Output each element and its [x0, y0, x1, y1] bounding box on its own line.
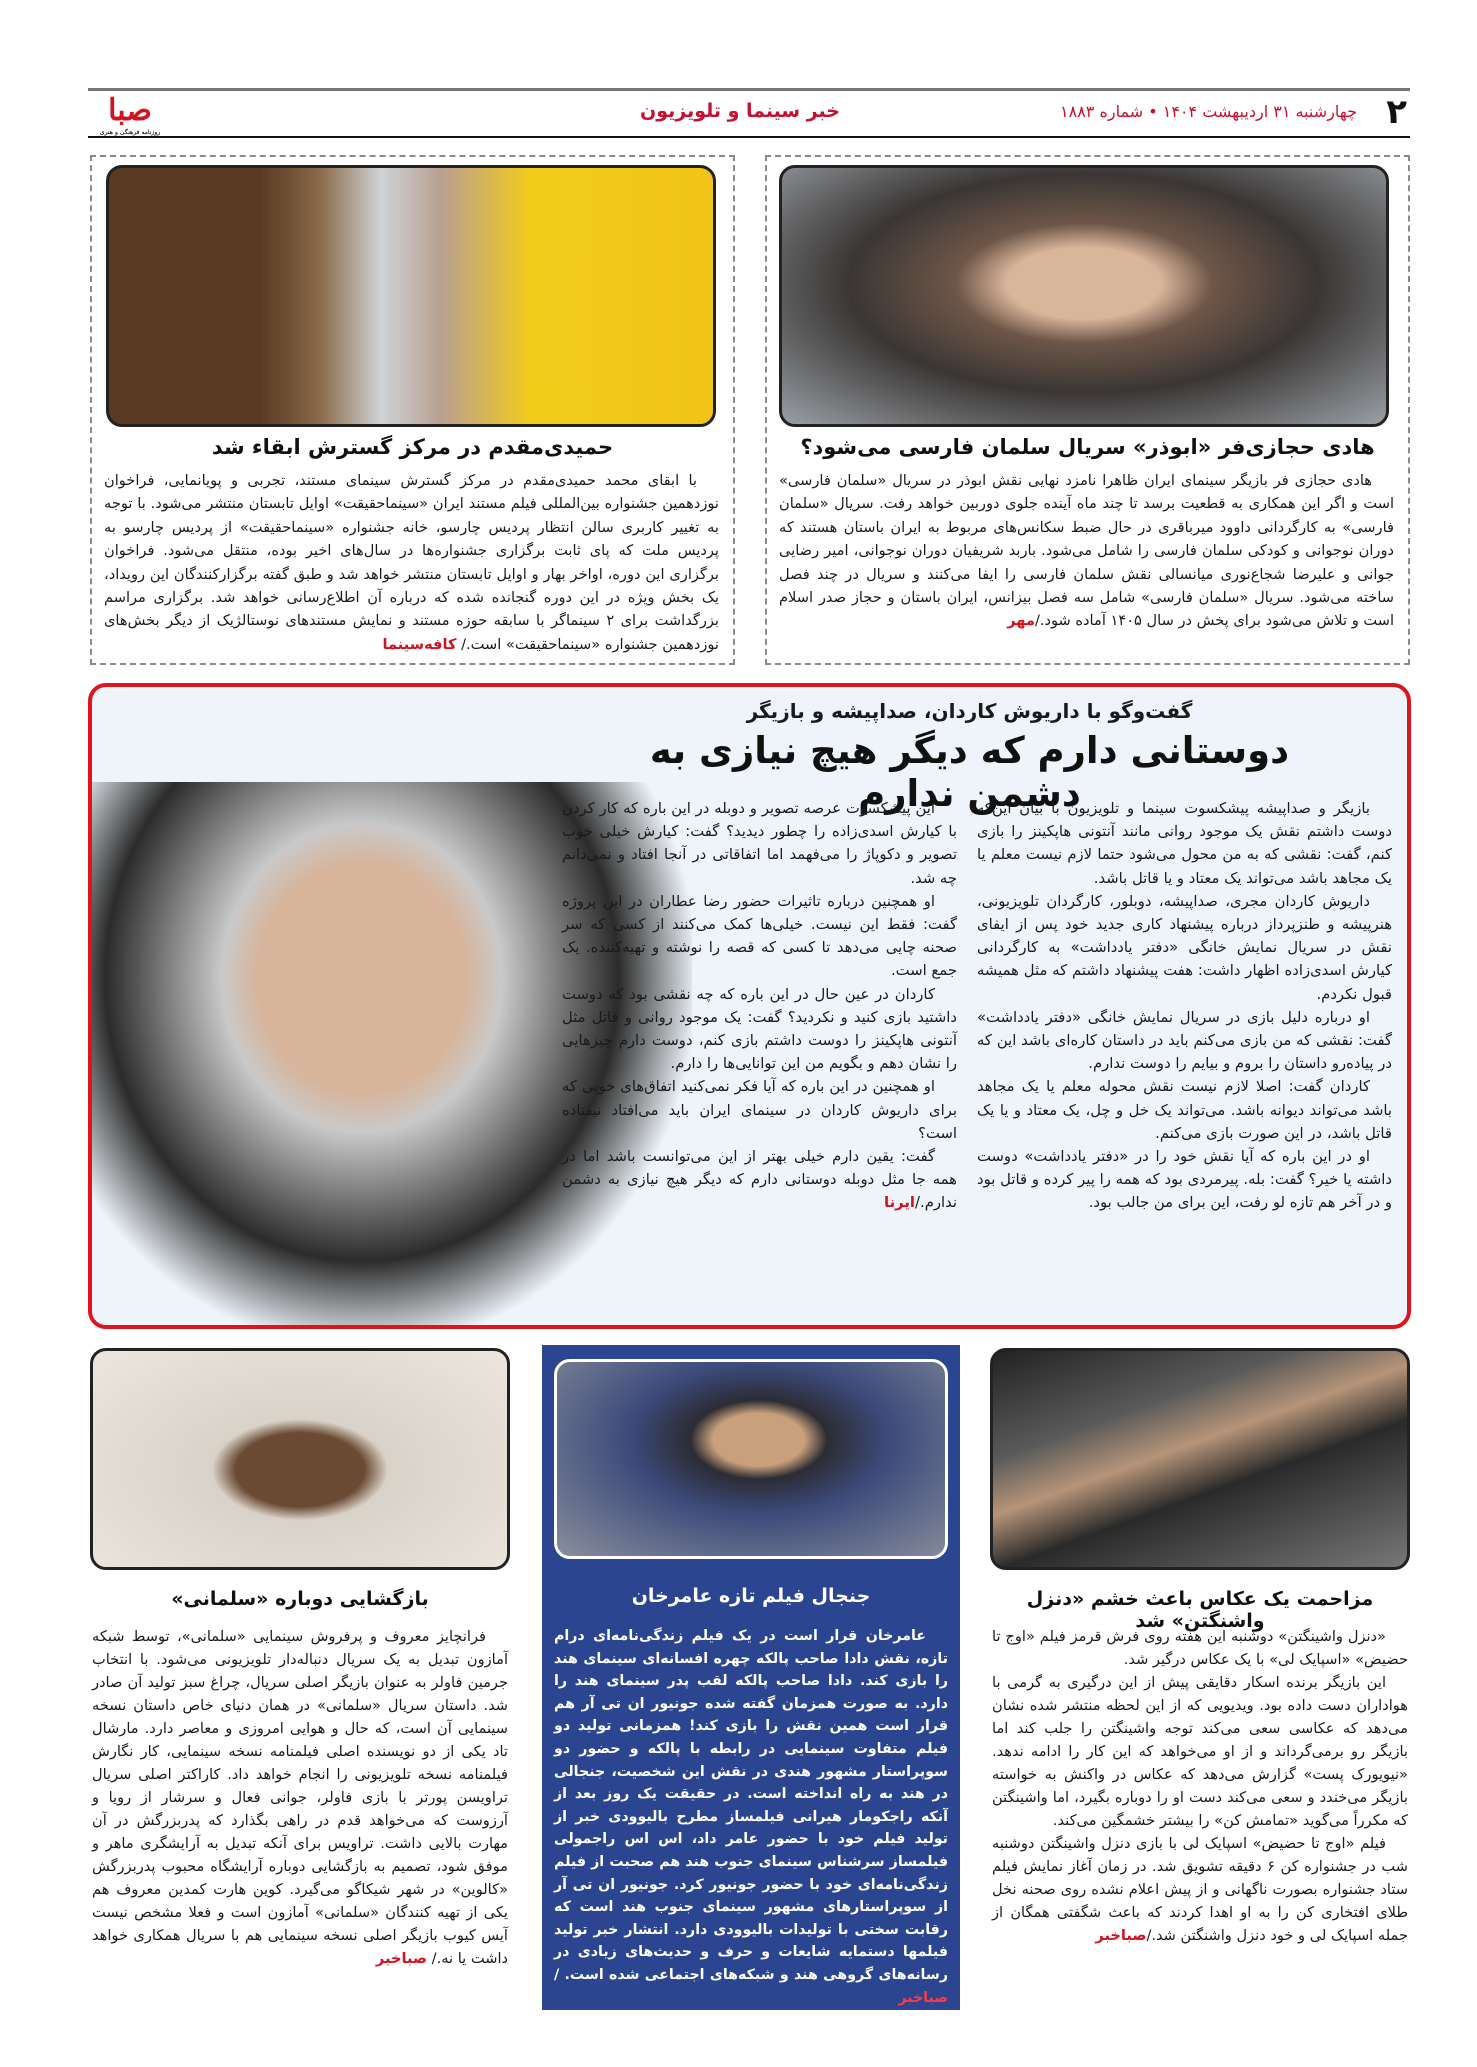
article-paragraph: این بازیگر برنده اسکار دقایقی پیش از این درگیری به گرمی با هواداران دست داده بود. ویدیویی که از این لحظه منتشر شده نشان می‌دهد که عکاسی سعی می‌کند توجه واشینگتن را جلب کند اما بازیگر رو برمی‌گرداند و از او می‌خواهد که این کار را ادامه ندهد. «نیویورک پست» گزارش می‌دهد که عکاس در واکنش به خواسته بازیگر می‌خندد و سعی می‌کند دست او را دوباره بگیرد، اما واشینگتن که مکرراً می‌گوید «تمامش کن» را بیشتر خشمگین می‌کند.: [992, 1674, 1408, 1829]
issue-date: چهارشنبه ۳۱ اردیبهشت ۱۴۰۴ • شماره ۱۸۸۳: [1060, 102, 1357, 121]
photo-hadi-hejazifar: [779, 165, 1389, 427]
interview-paragraph: او همچنین درباره تاثیرات حضور رضا عطاران در این پروژه گفت: فقط این نیست. خیلی‌ها کمک می‌کنند از کسی که سر صحنه چایی می‌دهد تا کسی که قصه را نوشته و تهیه‌کننده. یک جمع است.: [562, 892, 957, 980]
article-title: مزاحمت یک عکاس باعث خشم «دنزل واشنگتن» شد: [1026, 1588, 1374, 1632]
article-title: جنجال فیلم تازه عامرخان: [631, 1585, 871, 1607]
source-credit: کافه‌سینما: [382, 635, 457, 653]
article-paragraph: فرانچایز معروف و پرفروش سینمایی «سلمانی»، توسط شبکه آمازون تبدیل به یک سریال دنباله‌دار تلویزیونی می‌شود. با انتخاب جرمین فاولر به عنوان بازیگر اصلی سریال، چراغ سبز تولید آن صادر شد. داستان سریال «سلمانی» در همان دنیای خاص داستان نسخه سینمایی آن است، که حال و هوایی امروزی و معاصر دارد. مارشال تاد یکی از دو نویسنده اصلی فیلمنامه نسخه سینمایی، کار نگارش فیلمنامه نسخه تلویزیونی را انجام خواهد داد. کاراکتر اصلی سریال تراویسن پورتر با بازی فاولر، جوانی فعال و سرشار از رویا و آرزوست که می‌خواهد قدم در راهی بگذارد که پدربزرگش در آن مهارت بالایی داشت. تراویس برای آنکه تبدیل به آرایشگری ماهر و موفق شود، تصمیم به بازگشایی دوباره آرایشگاه محبوب پدربزرگش «کالوین» در شهر شیکاگو می‌گیرد. کوین هارت کمدین معروف هم یکی از تهیه کنندگان «سلمانی» آمازون است و فعلا مشخص نیست آیس کیوب بازیگر اصلی نسخه سینمایی هم با سریال همکاری خواهد داشت یا نه./: [92, 1628, 508, 1967]
photo-aamir-khan: [554, 1359, 948, 1559]
interview-paragraph: او همچنین در این باره که آیا فکر نمی‌کنید اتفاق‌های خوبی که برای داریوش کاردان در سینمای ایران باید می‌افتاد نیفتاده است؟: [562, 1078, 957, 1142]
interview-paragraph: او در این باره که آیا نقش خود را در «دفتر یادداشت» دوست داشته یا خیر؟ گفت: بله. پیرمردی بود که همه را پیر کرده و قاتل بود و در آخر هم تازه لو رفت، این برای من جالب بود.: [977, 1148, 1392, 1212]
interview-paragraph: گفت: یقین دارم خیلی بهتر از این می‌توانست باشد اما در همه جا مثل دوبله دوستانی دارم که دیگر هیچ نیازی به دشمن ندارم./: [562, 1148, 957, 1212]
article-title: حمیدی‌مقدم در مرکز گسترش ابقاء شد: [211, 435, 614, 459]
header-rule-bottom: [88, 136, 1410, 138]
article-paragraph: با ابقای محمد حمیدی‌مقدم در مرکز گسترش سینمای مستند، تجربی و پویانمایی، فراخوان نوزدهمین جشنواره بین‌المللی فیلم مستند ایران «سینماحقیقت» اوایل تابستان منتشر می‌شود. با توجه به تغییر کاربری سالن انتظار پردیس چارسو، خانه جشنواره «سینماحقیقت» از پردیس چارسو به پردیس ملت که پای ثابت برگزاری جشنواره‌ها در سال‌های اخیر بوده، منتقل می‌شود. فراخوان برگزاری این دوره، اواخر بهار و اوایل تابستان منتشر خواهد شد و طبق گفته برگزارکنندگان این رویداد، یک بخش ویژه در این دوره گنجانده شده که درباره آن اطلاع‌رسانی خواهد شد. برگزاری مراسم بزرگداشت برای ۲ سینماگر با سابقه حوزه مستند و نمایش مستندهای نوستالژیک از دیگر بخش‌های نوزدهمین جشنواره «سینماحقیقت» است./: [104, 472, 719, 653]
article-body: [554, 1625, 948, 2009]
interview-paragraph: بازیگر و صداپیشه پیشکسوت سینما و تلویزیون با بیان این‌که دوست داشتم نقش یک موجود روانی مانند آنتونی هاپکینز را بازی کنم، گفت: نقشی که به من محول می‌شود حتما لازم نیست معلم یا یک مجاهد باشد می‌تواند یک معتاد و یا قاتل باشد.: [977, 800, 1392, 887]
article-body-barbershop: [92, 1625, 508, 1970]
article-paragraph: «دنزل واشینگتن» دوشنبه این هفته روی فرش قرمز فیلم «اوج تا حضیض» «اسپایک لی» با یک عکاس درگیر شد.: [992, 1628, 1408, 1668]
source-credit: مهر: [1007, 612, 1035, 630]
photo-jermaine-fowler: [90, 1348, 510, 1570]
interview-paragraph: این پیشکسوت عرصه تصویر و دوبله در این باره که کار کردن با کیارش اسدی‌زاده را چطور دیدید؟ گفت: کیارش خیلی خوب تصویر و دکوپاژ را می‌فهمد اما اتفاقاتی در آنجا افتاد و نمی‌دانم چه شد.: [562, 800, 957, 887]
article-box-aamir-khan: [542, 1345, 960, 2010]
logo-tagline: روزنامه فرهنگی و هنری: [99, 129, 161, 136]
source-credit: ایرنا: [884, 1194, 915, 1212]
interview-column-left: [562, 797, 957, 1215]
source-credit: صباخبر: [375, 1950, 428, 1967]
interview-paragraph: او درباره دلیل بازی در سریال نمایش خانگی «دفتر یادداشت» گفت: نقشی که من بازی می‌کنم باید در داستان کاره‌ای باشد این که در پیاده‌رو داستان را بروم و بیایم را دوست ندارم.: [977, 1008, 1392, 1073]
source-credit: صباخبر: [898, 1989, 948, 2006]
photo-denzel-washington: [990, 1348, 1410, 1570]
interview-title: دوستانی دارم که دیگر هیچ نیازی به دشمن ندارم: [649, 729, 1290, 815]
photo-hamidi-moghadam: [106, 165, 716, 427]
interview-box: [88, 683, 1411, 1329]
page-number: ۲: [1386, 92, 1407, 132]
article-title: بازگشایی دوباره «سلمانی»: [171, 1588, 429, 1610]
article-body: [104, 469, 719, 656]
article-title: هادی حجازی‌فر «ابوذر» سریال سلمان فارسی می‌شود؟: [800, 435, 1375, 459]
article-paragraph: عامرخان قرار است در یک فیلم زندگی‌نامه‌ای درام تازه، نقش دادا صاحب پالکه چهره افسانه‌ای سینمای هند را بازی کند. دادا صاحب پالکه لقب پدر سینمای هند را دارد. به صورت همزمان گفته شده جونیور ان تی آر هم قرار است همین نقش را بازی کند! همزمانی تولید دو فیلم متفاوت سینمایی در رابطه با پالکه و حضور دو سوپراستار مشهور هندی در نقش این شخصیت، جنجالی در هند به راه انداخته است. در حقیقت یک روز بعد از آنکه راجکومار هیرانی فیلمساز مطرح بالیوودی خبر از تولید فیلم خود با حضور عامر داد، اس اس راجمولی فیلمساز سرشناس سینمای جنوب هند هم صحبت از فیلم زندگی‌نامه‌ای خود با حضور جونیور کرد. جونیور ان تی آر از سوپراستارهای مشهور سینمای جنوب هند است که رقابت سختی با تولیدات بالیوودی دارد. انتشار خبر تولید فیلمها دستمایه شایعات و حرف و حدیث‌های زیادی در رسانه‌های گروهی هند و شبکه‌های اجتماعی شده است. /: [554, 1628, 948, 1983]
article-body-denzel: [992, 1625, 1408, 1947]
section-title: خبر سینما و تلویزیون: [639, 100, 840, 122]
source-credit: صباخبر: [1095, 1927, 1147, 1944]
interview-paragraph: کاردان گفت: اصلا لازم نیست نقش محوله معلم یا یک مجاهد باشد می‌تواند دیوانه باشد. می‌تواند یک خل و چل، یک معتاد و یا یک قاتل باشد، در این صورت بازی می‌کنم.: [977, 1078, 1392, 1142]
header-rule-top: [88, 88, 1410, 91]
article-paragraph: هادی حجازی فر بازیگر سینمای ایران ظاهرا نامزد نهایی نقش ابوذر در سریال «سلمان فارسی» است و اگر این همکاری به قطعیت برسد تا چند ماه آینده جلوی دوربین خواهد رفت. سریال «سلمان فارسی» به کارگردانی داوود میرباقری در حال ضبط سکانس‌های مربوط به ایران باستان هستند که دوران نوجوانی و کودکی سلمان فارسی را شامل می‌شود. باربد شریفیان دوران نوجوانی، امیر رضایی جوانی و علیرضا شجاع‌نوری میانسالی نقش سلمان فارسی را ایفا می‌کنند و سریال در چند فصل ساخته می‌شود. سریال «سلمان فارسی» شامل سه فصل بیزانس، ایران باستان و حجاز صدر اسلام است و تلاش می‌شود برای پخش در سال ۱۴۰۵ آماده شود./: [779, 472, 1394, 630]
article-paragraph: فیلم «اوج تا حضیض» اسپایک لی با بازی دنزل واشینگتن دوشنبه شب در جشنواره کن ۶ دقیقه تشویق شد. در زمان آغاز نمایش فیلم ستاد جشنواره بصورت ناگهانی و از پیش اعلام نشده روی صحنه نخل طلای افتخاری کن را به او اهدا کردند که باعث شگفتی همگان از جمله اسپایک لی و خود دنزل واشنگتن شد./: [992, 1835, 1408, 1944]
interview-subtitle: گفت‌وگو با داریوش کاردان، صداپیشه و بازیگر: [746, 699, 1193, 723]
interview-column-right: [977, 797, 1392, 1215]
logo-text: صبا: [108, 93, 152, 128]
article-body: [779, 469, 1394, 633]
article-box-hamidi-moghadam: [90, 155, 735, 665]
interview-paragraph: کاردان در عین حال در این باره که چه نقشی بود که دوست داشتید بازی کنید و نکردید؟ گفت: یک موجود روانی و قاتل مثل آنتونی هاپکینز را دوست داشتم بازی کنم، دوست دارم چیزهایی را نشان دهم و بگویم من این توانایی‌ها را دارم.: [562, 985, 957, 1073]
interview-paragraph: داریوش کاردان مجری، صداپیشه، دوبلور، کارگردان تلویزیونی، هنرپیشه و طنزپرداز درباره پیشنهاد کاری جدید خود پس از ایفای نقش در سریال نمایش خانگی «دفتر یادداشت» به کارگردانی کیارش اسدی‌زاده اظهار داشت: هفت پیشنهاد داشتم که مثل همیشه قبول نکردم.: [977, 892, 1392, 1003]
newspaper-logo: [90, 92, 170, 134]
article-box-hejazifar: [765, 155, 1410, 665]
